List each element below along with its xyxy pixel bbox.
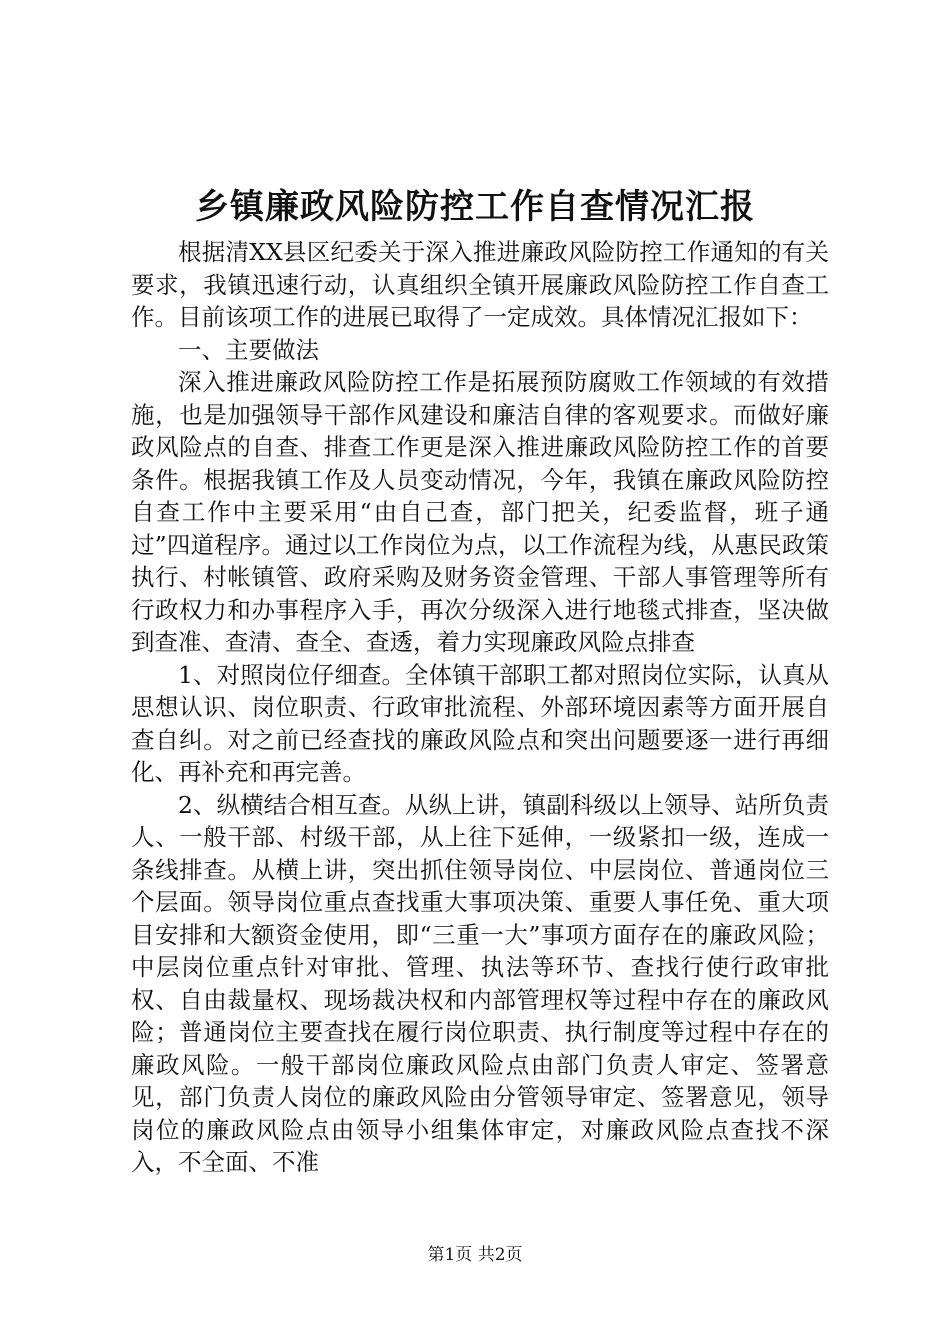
paragraph-main: 深入推进廉政风险防控工作是拓展预防腐败工作领域的有效措施，也是加强领导干部作风建设和廉洁自律的客观要求。而做好廉政风险点的自查、排查工作更是深入推进廉政风险防控工作的首要条件。根据我镇工作及人员变动情况，今年，我镇在廉政风险防控自查工作中主要采用“由自己查，部门把关，纪委监督，班子通过”四道程序。通过以工作岗位为点，以工作流程为线，从惠民政策执行、村帐镇管、政府采购及财务资金管理、干部人事管理等所有行政权力和办事程序入手，再次分级深入进行地毯式排查，坚决做到查准、查清、查全、查透，着力实现廉政风险点排查 [131,368,829,656]
document-body [131,236,829,1179]
section-heading: 一、主要做法 [178,335,319,364]
page-footer: 第1页 共2页 [427,1245,523,1265]
paragraph-item-2: 2、纵横结合相互查。从纵上讲，镇副科级以上领导、站所负责人、一般干部、村级干部，从上往下延伸，一级紧扣一级，连成一条线排查。从横上讲，突出抓住领导岗位、中层岗位、普通岗位三个层面。领导岗位重点查找重大事项决策、重要人事任免、重大项目安排和大额资金使用，即“三重一大”事项方面存在的廉政风险；中层岗位重点针对审批、管理、执法等环节、查找行使行政审批权、自由裁量权、现场裁决权和内部管理权等过程中存在的廉政风险；普通岗位主要查找在履行岗位职责、执行制度等过程中存在的廉政风险。一般干部岗位廉政风险点由部门负责人审定、签署意见，部门负责人岗位的廉政风险由分管领导审定、签署意见，领导岗位的廉政风险点由领导小组集体审定，对廉政风险点查找不深入，不全面、不准 [131,790,829,1176]
paragraph-item-1: 1、对照岗位仔细查。全体镇干部职工都对照岗位实际，认真从思想认识、岗位职责、行政审批流程、外部环境因素等方面开展自查自纠。对之前已经查找的廉政风险点和突出问题要逐一进行再细化、再补充和再完善。 [131,660,829,786]
paragraph-intro: 根据清XX县区纪委关于深入推进廉政风险防控工作通知的有关要求，我镇迅速行动，认真组织全镇开展廉政风险防控工作自查工作。目前该项工作的进展已取得了一定成效。具体情况汇报如下： [131,238,829,331]
document-title: 乡镇廉政风险防控工作自查情况汇报 [195,187,755,227]
